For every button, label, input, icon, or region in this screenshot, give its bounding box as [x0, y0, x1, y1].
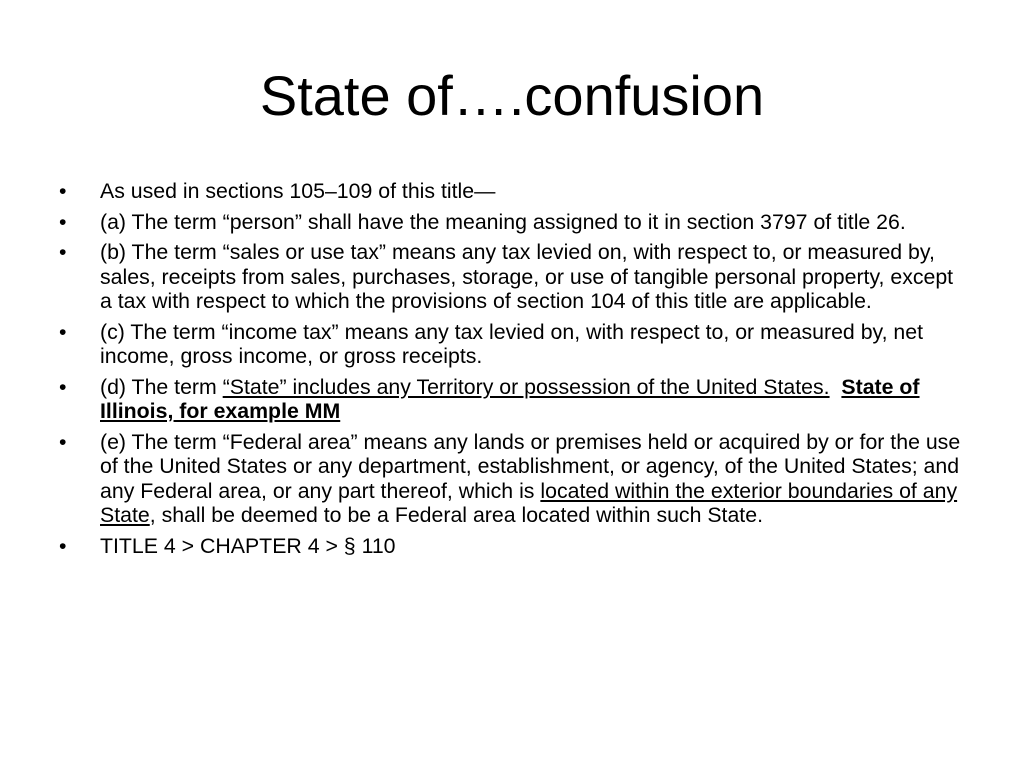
bullet-text-prefix: (e) The term “Federal area” means any lands or premises held or acquired by or for the use of the United States or any department, establishment, or agency, of the United States; and any Federal area, or any part thereof, which is — [100, 429, 961, 503]
bullet-text: (c) The term “income tax” means any tax levied on, with respect to, or measured by, net income, gross income, or gross receipts. — [100, 319, 924, 368]
bullet-text: (b) The term “sales or use tax” means any tax levied on, with respect to, or measured by, sales, receipts from sales, purchases, storage, or use of tangible personal property, except a tax with respect to which the provisions of section 104 of this title are applicable. — [100, 240, 954, 313]
bullet-dot: • — [59, 319, 67, 344]
bullet-text-prefix: (d) The term — [100, 374, 223, 399]
bullet-item — [50, 179, 970, 204]
state-definition-underlined: “State” includes any Territory or possession of the United States. — [222, 374, 830, 399]
bullet-dot: • — [59, 533, 67, 558]
bullet-item — [50, 320, 970, 369]
exterior-boundaries-underlined: located within the exterior boundaries of any State — [100, 478, 958, 527]
bullet-item — [50, 210, 970, 235]
bullet-dot: • — [59, 429, 67, 454]
bullet-text: TITLE 4 > CHAPTER 4 > § 110 — [100, 533, 396, 558]
slide-title: State of….confusion — [259, 64, 765, 127]
bullet-item — [50, 375, 970, 424]
bullet-dot: • — [59, 179, 67, 203]
bullet-list — [50, 179, 970, 564]
bullet-text: As used in sections 105–109 of this title— — [100, 179, 496, 203]
bullet-dot: • — [59, 209, 67, 234]
bullet-item — [50, 534, 970, 559]
bullet-dot: • — [59, 374, 67, 399]
bullet-item — [50, 430, 970, 528]
bullet-item — [50, 240, 970, 314]
bullet-text-suffix: , shall be deemed to be a Federal area located within such State. — [149, 503, 763, 527]
bullet-dot: • — [59, 240, 67, 264]
illinois-example-bold: State of Illinois, for example MM — [100, 374, 920, 423]
bullet-text: (a) The term “person” shall have the meaning assigned to it in section 3797 of title 26. — [100, 209, 906, 234]
